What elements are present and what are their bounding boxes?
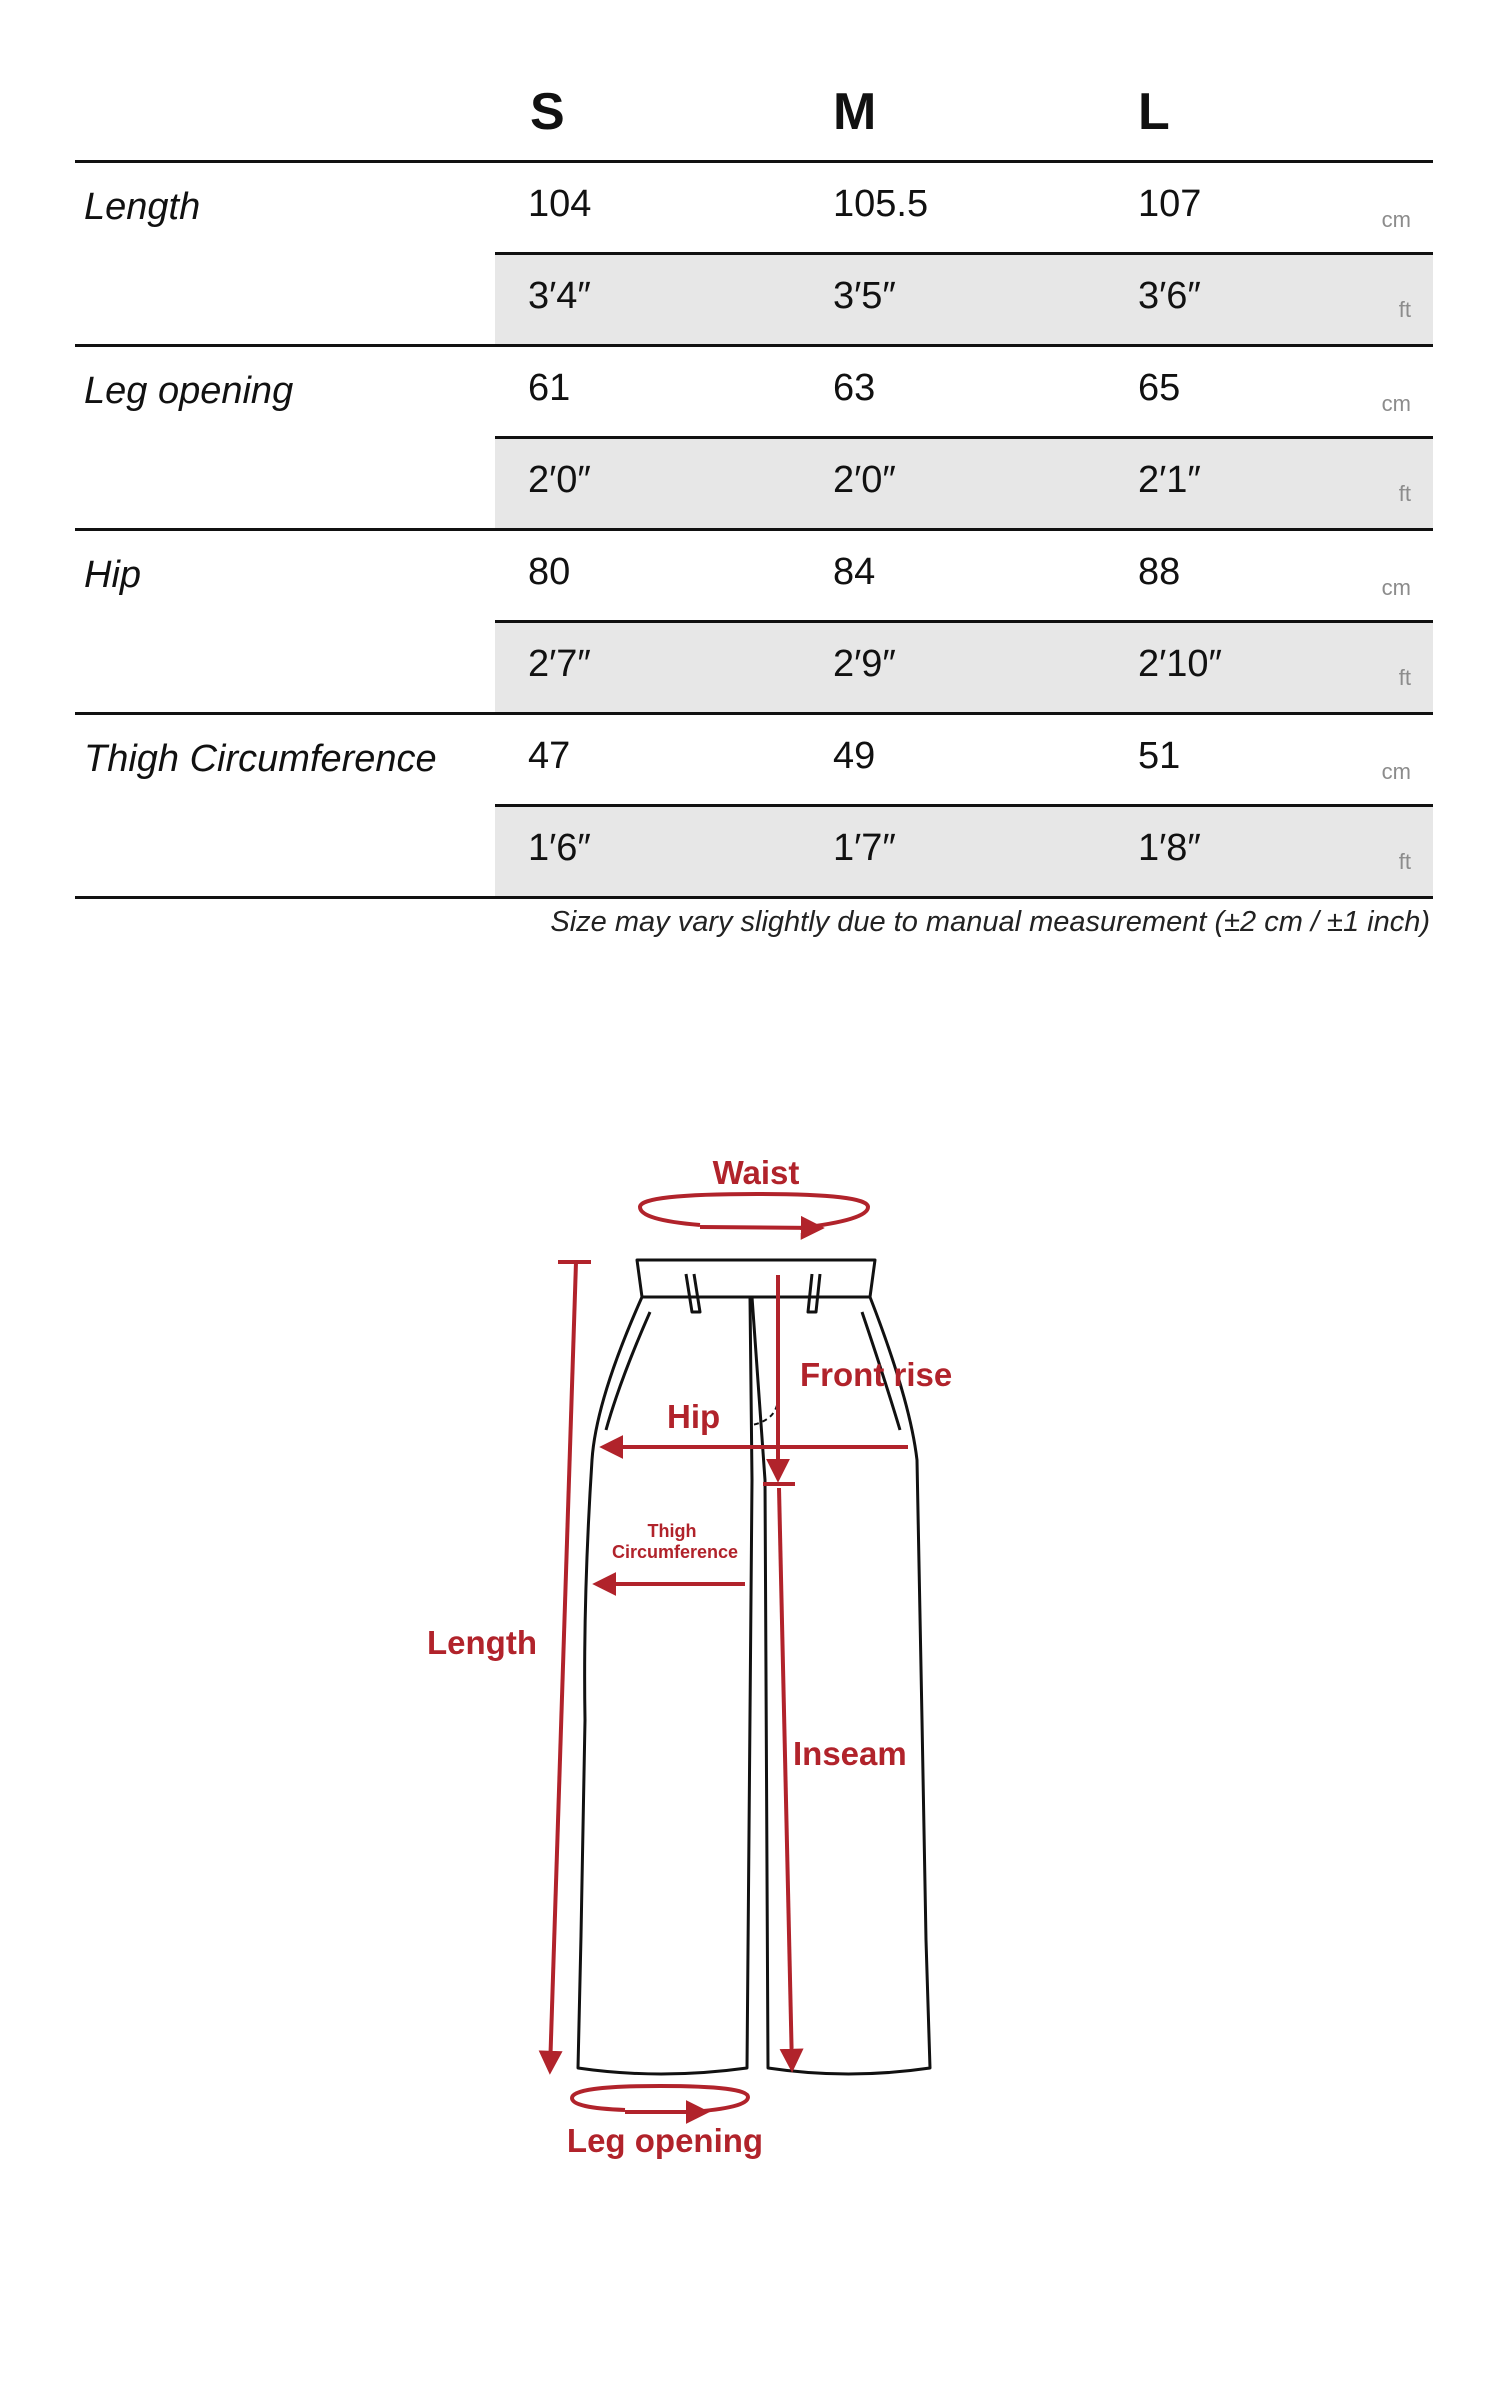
value-cell: 1′8″ [1138, 827, 1201, 869]
unit-label: ft [1398, 665, 1411, 690]
size-s-header: S [530, 83, 565, 141]
unit-label: ft [1398, 849, 1411, 874]
front-rise-label: Front rise [800, 1356, 953, 1393]
waist-label: Waist [712, 1154, 800, 1191]
value-cell: 49 [833, 735, 876, 777]
unit-label: ft [1398, 481, 1411, 506]
cm-row [495, 715, 1433, 804]
waist-indicator [640, 1194, 868, 1228]
ft-row [495, 436, 1433, 528]
row-group-hip [75, 531, 1433, 715]
row-label: Length [84, 186, 201, 228]
cm-row [495, 347, 1433, 436]
size-header-row [75, 70, 1433, 163]
unit-label: cm [1381, 759, 1411, 784]
row-label: Leg opening [84, 370, 294, 412]
value-cell: 2′9″ [833, 643, 896, 685]
unit-label: cm [1381, 207, 1411, 232]
value-cell: 2′0″ [528, 459, 591, 501]
ft-row [495, 620, 1433, 712]
row-group-thigh-circumference [75, 715, 1433, 899]
value-cell: 61 [528, 367, 571, 409]
value-cell: 107 [1138, 183, 1202, 225]
size-l-header: L [1138, 83, 1170, 141]
length-label: Length [427, 1624, 537, 1661]
row-label: Thigh Circumference [84, 738, 437, 780]
belt-loop-right [808, 1274, 820, 1312]
hip-label: Hip [667, 1398, 721, 1435]
cm-row [495, 531, 1433, 620]
leg-opening-label: Leg opening [566, 2122, 764, 2159]
unit-label: cm [1381, 575, 1411, 600]
row-group-leg-opening [75, 347, 1433, 531]
row-label: Hip [84, 554, 142, 596]
value-cell: 104 [528, 183, 592, 225]
value-cell: 2′1″ [1138, 459, 1201, 501]
inseam-label: Inseam [793, 1735, 907, 1772]
cm-row [495, 163, 1433, 252]
waistband [637, 1260, 875, 1297]
value-cell: 3′6″ [1138, 275, 1201, 317]
value-cell: 1′6″ [528, 827, 591, 869]
ft-row [495, 804, 1433, 896]
size-m-header: M [833, 83, 877, 141]
value-cell: 3′5″ [833, 275, 896, 317]
value-cell: 105.5 [833, 183, 929, 225]
value-cell: 3′4″ [528, 275, 591, 317]
value-cell: 47 [528, 735, 571, 777]
unit-label: ft [1398, 297, 1411, 322]
value-cell: 1′7″ [833, 827, 896, 869]
value-cell: 2′10″ [1138, 643, 1222, 685]
value-cell: 80 [528, 551, 571, 593]
value-cell: 63 [833, 367, 876, 409]
ft-row [495, 252, 1433, 344]
front-rise-indicator [763, 1275, 795, 1484]
inseam-arrow [779, 1488, 792, 2068]
value-cell: 84 [833, 551, 876, 593]
belt-loop-left [686, 1274, 700, 1312]
value-cell: 51 [1138, 735, 1181, 777]
size-table [75, 70, 1433, 899]
left-leg-outline [578, 1297, 752, 2074]
value-cell: 2′7″ [528, 643, 591, 685]
value-cell: 65 [1138, 367, 1181, 409]
value-cell: 2′0″ [833, 459, 896, 501]
pants-measurement-diagram [0, 1100, 1500, 2200]
leg-opening-indicator [572, 2086, 748, 2112]
measurement-note: Size may vary slightly due to manual measurement (±2 cm / ±1 inch) [550, 906, 1430, 938]
value-cell: 88 [1138, 551, 1181, 593]
thigh-label-line1: Thigh [647, 1521, 697, 1541]
thigh-label-line2: Circumference [611, 1542, 739, 1562]
unit-label: cm [1381, 391, 1411, 416]
row-group-length [75, 163, 1433, 347]
